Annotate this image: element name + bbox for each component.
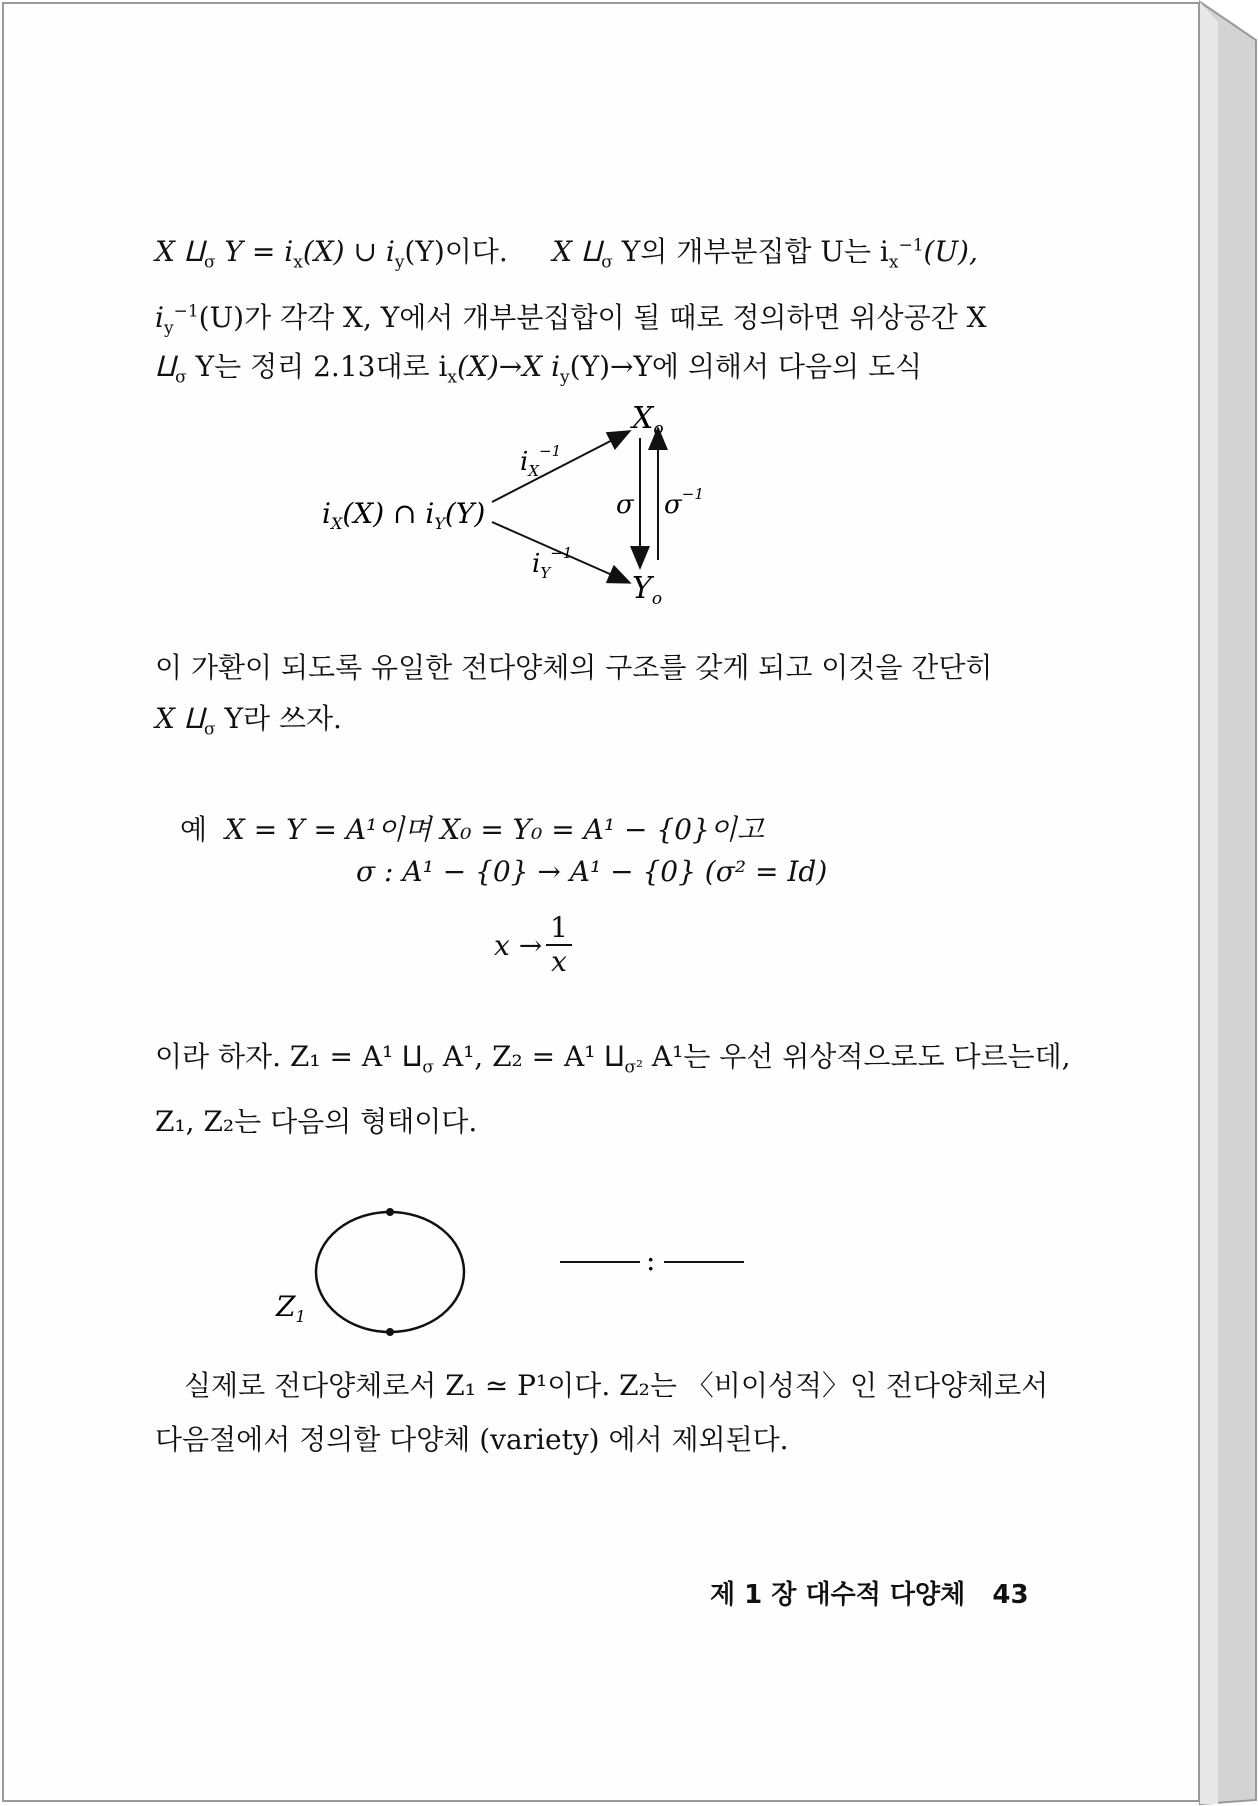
- fraction: [546, 912, 572, 978]
- lower-arrow-label: $i_Y^{-1}$: [532, 544, 573, 582]
- body-text: (U)가 각각 X, Y에서 개부분집합이 될 때로 정의하면 위상공간 X: [198, 301, 987, 334]
- body-text: Z₁, Z₂는 다음의 형태이다.: [155, 1105, 478, 1138]
- body-text: A¹는 우선 위상적으로도 다르는데,: [642, 1040, 1071, 1073]
- body-text: 이 가환이 되도록 유일한 전다양체의 구조를 갖게 되고 이것을 간단히: [155, 651, 993, 684]
- math-sub: x: [888, 252, 899, 273]
- fraction-denominator: x: [551, 945, 567, 978]
- z2-colon: :: [646, 1244, 656, 1277]
- page-number: 43: [992, 1580, 1029, 1610]
- body-text: 실제로 전다양체로서 Z₁ ≃ P¹이다. Z₂는 〈비이성적〉인 전다양체로서: [184, 1369, 1049, 1402]
- paragraph3-line2: [155, 1100, 477, 1140]
- math-sup: −1: [173, 301, 199, 322]
- z1-top-point: [386, 1208, 394, 1216]
- math-sub: y: [394, 252, 405, 273]
- math-sub: σ²: [624, 1057, 643, 1078]
- math-text: ⨿: [155, 350, 176, 383]
- math-text: x →: [494, 928, 543, 962]
- body-text: Y라 쓰자.: [215, 702, 342, 735]
- body-text: 다음절에서 정의할 다양체 (variety) 에서 제외된다.: [155, 1423, 789, 1456]
- math-sub: y: [163, 318, 174, 339]
- fraction-numerator: 1: [546, 912, 572, 946]
- example-line2: [356, 855, 827, 888]
- sigma-inverse-label: $\sigma^{-1}$: [664, 485, 704, 520]
- paragraph3-line1: [155, 1035, 1071, 1078]
- example-line1: [180, 808, 764, 848]
- math-sub: σ: [204, 719, 216, 740]
- math-text: X ⨿: [552, 235, 602, 268]
- z1-label: $Z_1$: [276, 1290, 306, 1326]
- math-sub: y: [560, 367, 570, 388]
- body-text: Y의 개부분집합 U는 i: [612, 235, 889, 268]
- math-text: i: [155, 301, 164, 334]
- node-y0: $Y_o$: [632, 571, 663, 609]
- chapter-title: 제 1 장 대수적 다양체: [710, 1580, 966, 1610]
- math-sub: σ: [601, 252, 613, 273]
- math-text: (X)→X i: [457, 350, 561, 383]
- math-sub: σ: [175, 367, 187, 388]
- body-text: 이라 하자. Z₁ = A¹ ⨿: [155, 1040, 423, 1073]
- math-sub: σ: [422, 1057, 434, 1078]
- paragraph2-line2: [155, 697, 342, 740]
- math-sub: σ: [204, 252, 216, 273]
- node-x0: $X_o$: [632, 401, 664, 439]
- math-text: σ : A¹ − {0} → A¹ − {0} (σ² = Id): [356, 855, 828, 888]
- z1-bottom-point: [386, 1328, 394, 1336]
- math-sup: −1: [898, 235, 924, 256]
- body-text: Y는 정리 2.13대로 i: [186, 350, 448, 383]
- body-text: (Y)→Y에 의해서 다음의 도식: [569, 350, 923, 383]
- body-text: (Y)이다.: [404, 235, 508, 268]
- z1-circle: [316, 1212, 464, 1332]
- paragraph4-line1: [184, 1364, 1048, 1404]
- math-text: (U),: [923, 235, 978, 268]
- math-sub: x: [293, 252, 303, 273]
- paragraph2-line1: [155, 646, 992, 686]
- math-sub: x: [447, 367, 458, 388]
- math-text: X ⨿: [155, 235, 204, 268]
- math-text: Y = i: [215, 235, 294, 268]
- math-text: X ⨿: [155, 702, 204, 735]
- math-text: (X) ∪ i: [302, 235, 395, 268]
- upper-arrow-label: $i_X^{-1}$: [520, 442, 562, 480]
- page-footer: [710, 1574, 1029, 1611]
- math-text: X = Y = A¹이며 X₀ = Y₀ = A¹ − {0}이고: [224, 813, 764, 846]
- example-map: [494, 912, 572, 978]
- body-text: A¹, Z₂ = A¹ ⨿: [433, 1040, 625, 1073]
- paragraph4-line2: [155, 1418, 789, 1458]
- sigma-label: σ: [616, 490, 634, 520]
- example-label: 예: [180, 813, 208, 846]
- diagram-left-node: $i_X(X)$ ∩ $i_Y(Y)$: [322, 497, 486, 533]
